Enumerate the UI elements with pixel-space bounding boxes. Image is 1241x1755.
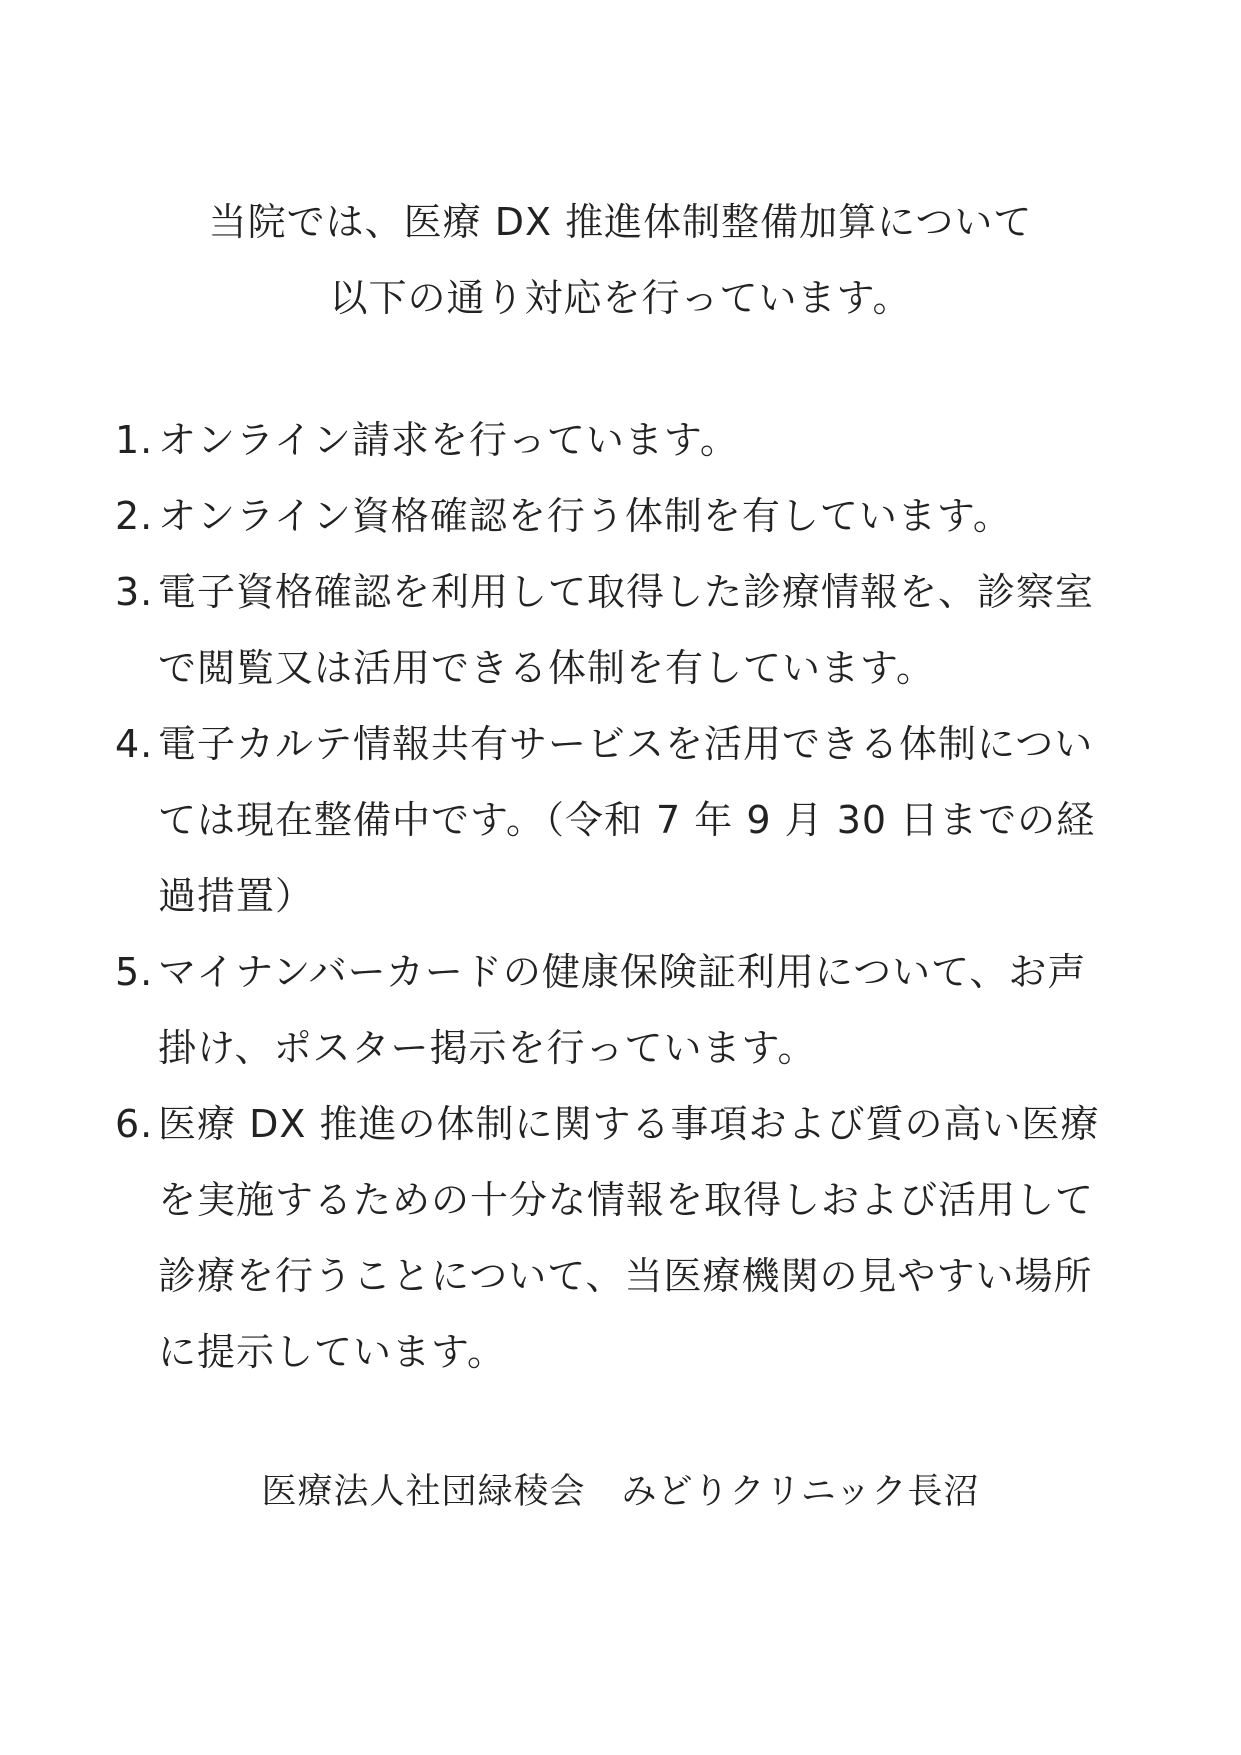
list-item <box>115 478 1125 554</box>
item-text: 電子カルテ情報共有サービスを活用できる体制については現在整備中です。（令和 7 年 9 月 30 日までの経過措置） <box>158 722 1096 918</box>
item-number: 2. <box>115 494 154 538</box>
item-number: 3. <box>115 570 154 614</box>
measures-list <box>115 402 1125 1390</box>
intro-line-1: 当院では、医療 DX 推進体制整備加算について <box>208 200 1033 244</box>
item-text: オンライン請求を行っています。 <box>158 418 739 462</box>
item-text: マイナンバーカードの健康保険証利用について、お声掛け、ポスター掲示を行っています。 <box>158 950 1087 1070</box>
item-text: 電子資格確認を利用して取得した診療情報を、診察室で閲覧又は活用できる体制を有しています。 <box>158 570 1095 690</box>
item-number: 1. <box>115 418 154 462</box>
item-number: 5. <box>115 950 154 994</box>
list-item <box>115 706 1125 934</box>
list-item <box>115 554 1125 706</box>
item-number: 6. <box>115 1102 154 1146</box>
item-number: 4. <box>115 722 154 766</box>
list-item <box>115 934 1125 1086</box>
item-text: 医療 DX 推進の体制に関する事項および質の高い医療を実施するための十分な情報を取得しおよび活用して診療を行うことについて、当医療機関の見やすい場所に提示しています。 <box>158 1102 1100 1374</box>
list-item <box>115 1086 1125 1390</box>
intro-heading <box>0 184 1241 336</box>
list-item <box>115 402 1125 478</box>
item-text: オンライン資格確認を行う体制を有しています。 <box>158 494 1012 538</box>
intro-line-2: 以下の通り対応を行っています。 <box>329 276 912 320</box>
clinic-signature: 医療法人社団緑稜会 みどりクリニック長沼 <box>261 1472 980 1512</box>
